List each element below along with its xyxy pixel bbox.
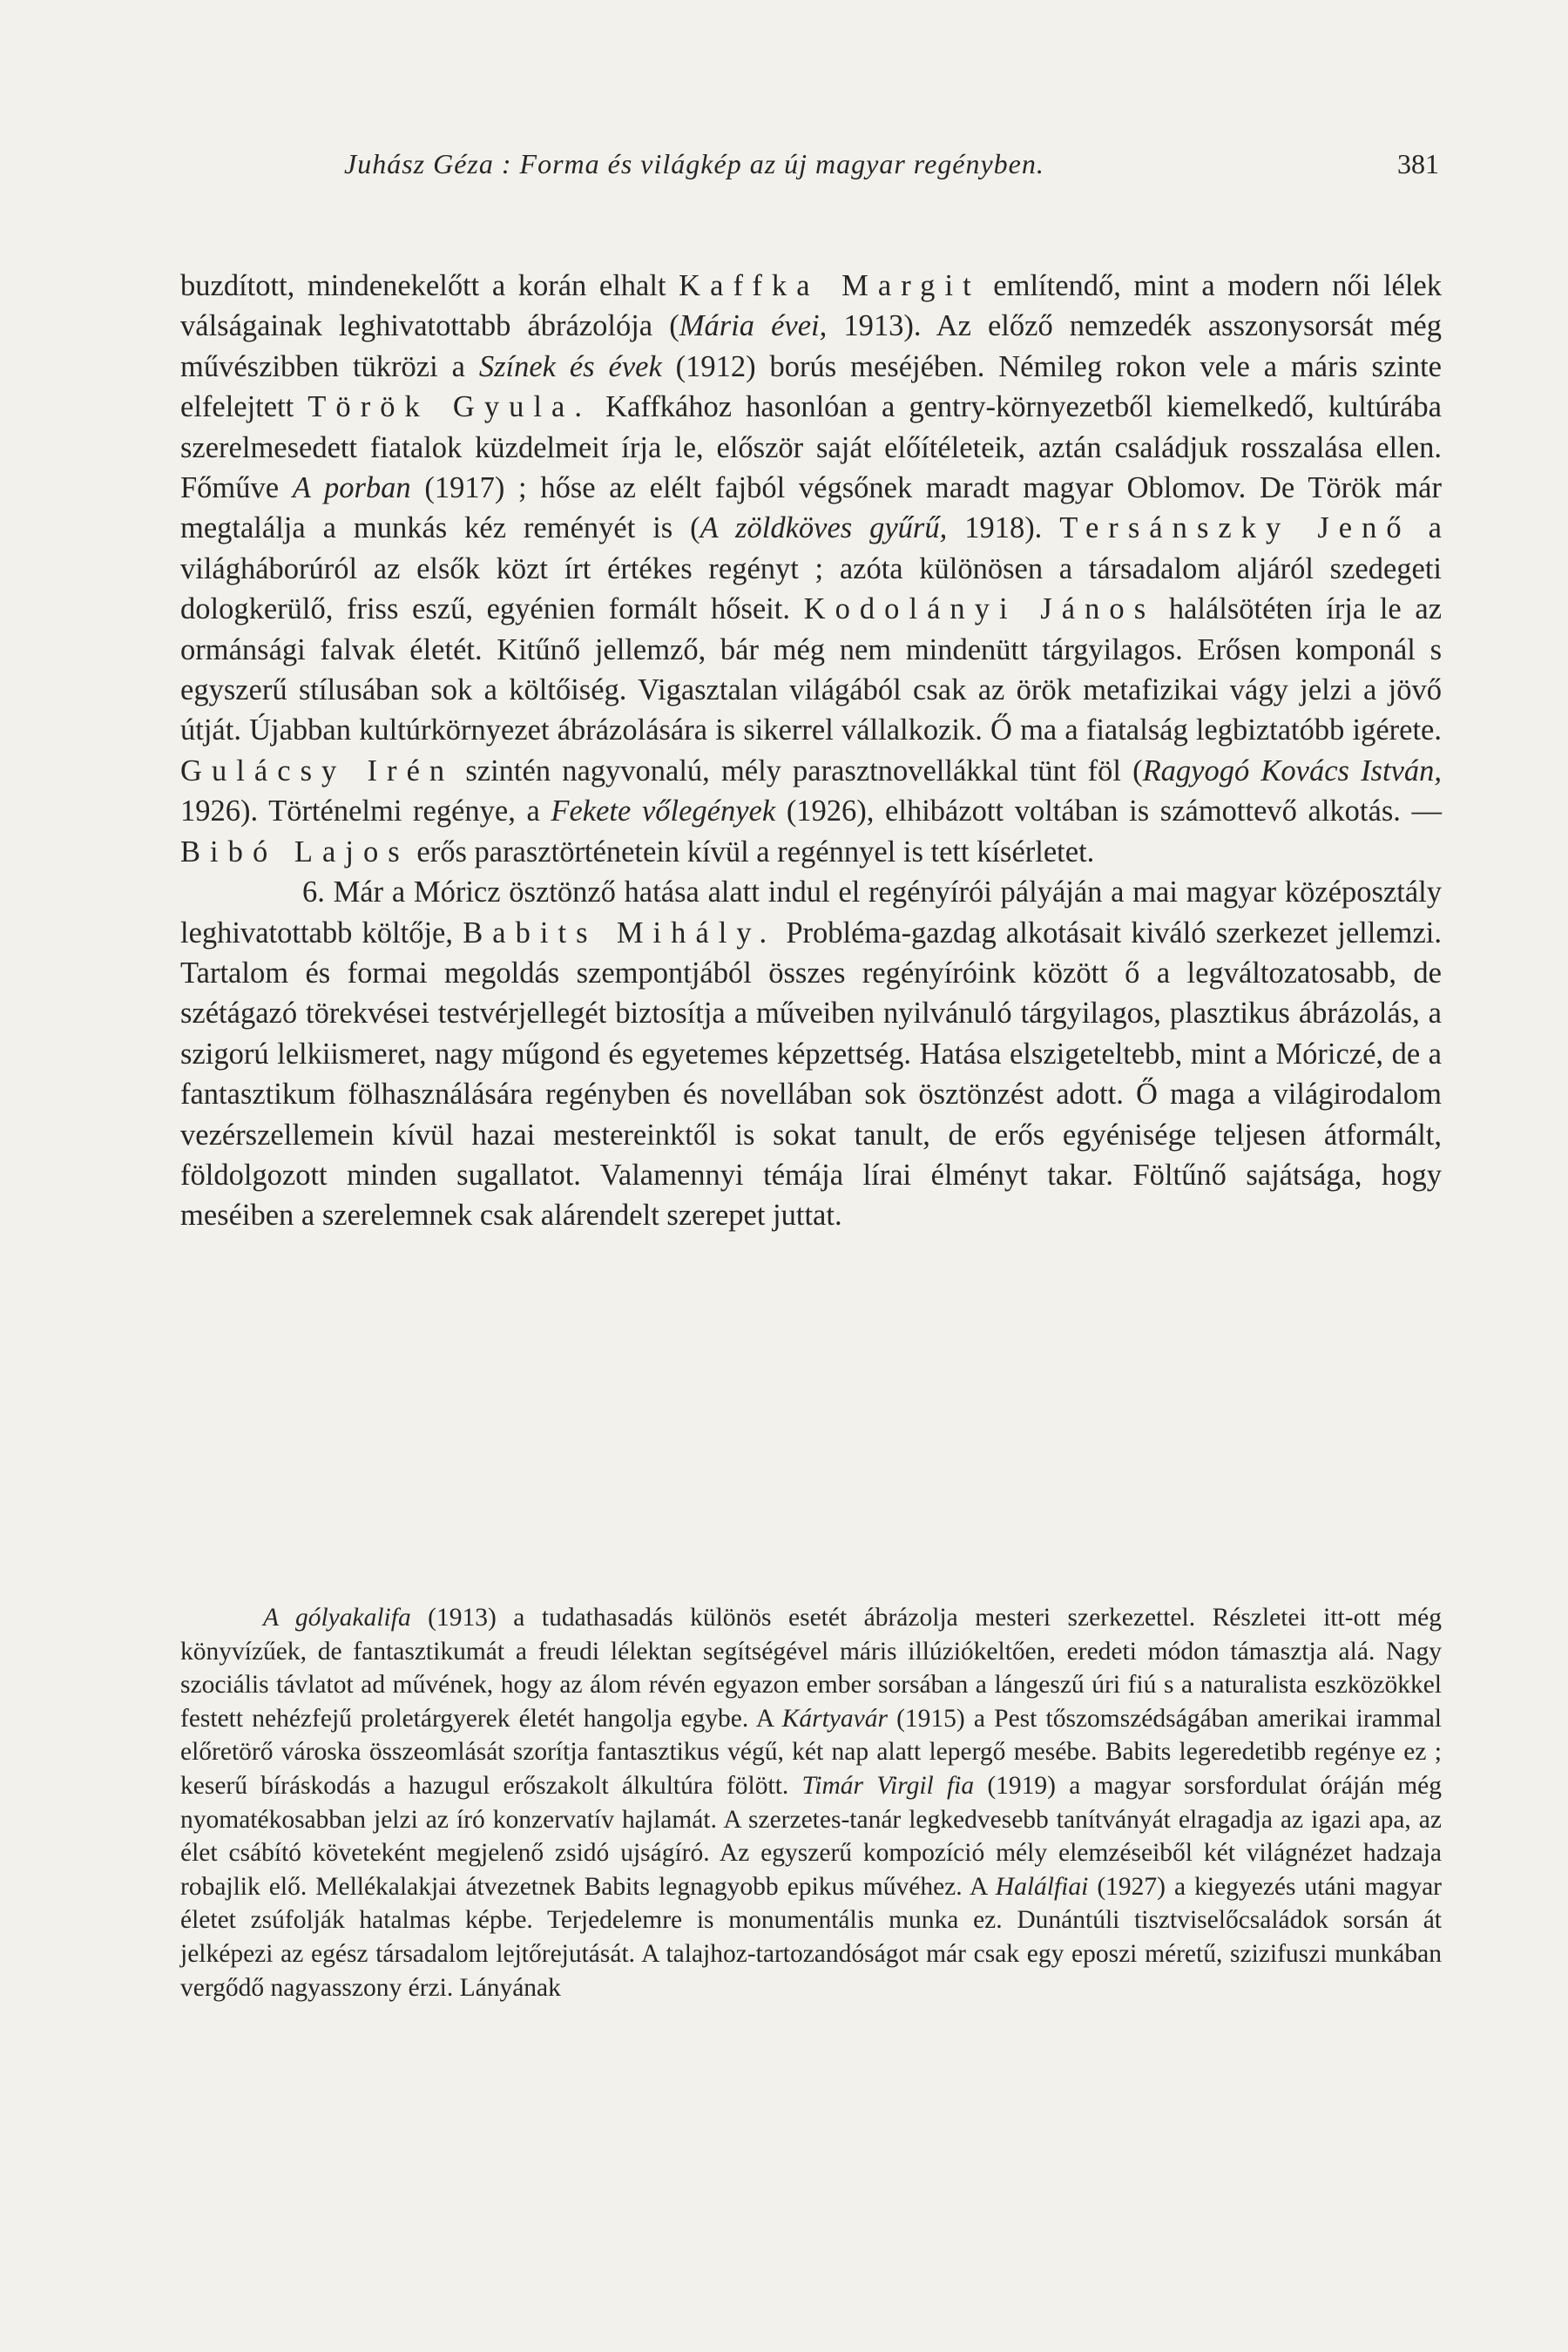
work-title: Fekete vőlegények xyxy=(551,794,776,828)
text-run: (1917) ; hőse az elélt fajból végsőnek maradt magyar Oblomov. De Török már megtalálja a munkás kéz reményét is ( xyxy=(180,471,1442,545)
text-run: Kaffkához hasonlóan a gentry-környezetből kiemelkedő, kultúrába szerelmesedett fiatalok küzdelmeit írja le, először saját előítéleteik, aztán családjuk rosszalása ellen. Főműve xyxy=(180,390,1442,505)
author-name: Kodolányi János xyxy=(803,592,1156,626)
author-name: Török Gyula. xyxy=(308,390,592,424)
author-name: Tersánszky Jenő xyxy=(1059,511,1411,545)
text-run: (1912) borús meséjében. Némileg rokon vele a máris szinte elfelejtett xyxy=(180,349,1442,424)
work-title: Mária évei, xyxy=(679,309,828,343)
work-title: Ragyogó Kovács István, xyxy=(1142,754,1443,787)
text-run: halálsötéten írja le az ormánsági falvak életét. Kitűnő jellemző, bár még nem mindenütt tárgyilagos. Erősen komponál s egyszerű stílusában sok a költőiség. Vigasztalan világából csak az örök metafizikai vágy jelzi a jövő útját. Újabban kultúrkörnyezet ábrázolására is sikerrel vállalkozik. Ő ma a fiatalság legbiztatóbb igérete. xyxy=(180,592,1443,747)
text-run: Probléma-gazdag alkotásait kiváló szerkezet jellemzi. Tartalom és formai megoldás szempontjából összes regényíróink között ő a legváltozatosabb, de szétágazó törekvései testvérjellegét biztosítja a műveiben nyilvánuló tárgyilagos, plasztikus ábrázolás, a szigorú lelkiismeret, nagy műgond és egyetemes képzettség. Hatása elszigeteltebb, mint a Móriczé, de a fantasztikum fölhasználására regényben és novellában sok ösztönzést adott. Ő maga a világirodalom vezérszellemein kívül hazai mestereinktől is sokat tanult, de erős egyénisége teljesen átformált, földolgozott minden sugallatot. Valamennyi témája lírai élményt takar. Föltűnő sajátsága, hogy meséiben a szerelemnek csak alárendelt szerepet juttat. xyxy=(180,916,1442,1233)
text-run: (1927) a kiegyezés utáni magyar életet zsúfolják hatalmas képbe. Terjedelemre is monumentális munka ez. Dunántúli tisztviselőcsaládok sorsán át jelképezi az egész társadalom lejtőrejutását. A talajhoz-tartozandóságot már csak egy eposzi méretű, szizifuszi munkában vergődő nagyasszony érzi. Lányának xyxy=(180,1872,1442,2002)
note-text xyxy=(180,1601,1442,2004)
text-run: szintén nagyvonalú, mély parasztnovellákkal tünt föl ( xyxy=(454,754,1143,787)
work-title: A gólyakalifa xyxy=(263,1604,411,1632)
author-name: Bibó Lajos xyxy=(180,835,409,868)
text-run: erős parasztörténetein kívül a regénnyel is tett kísérletet. xyxy=(409,835,1095,868)
paragraph xyxy=(180,872,1442,1236)
text-run: buzdított, mindenekelőtt a korán elhalt xyxy=(180,269,679,302)
work-title: A porban xyxy=(292,471,411,505)
text-run: 1918). xyxy=(947,511,1060,545)
work-title: Színek és évek xyxy=(478,349,662,383)
work-title: Halálfiai xyxy=(995,1872,1089,1901)
running-title: Juhász Géza : Forma és világkép az új magyar regényben. xyxy=(344,148,1044,179)
author-name: Babits Mihály. xyxy=(463,916,777,950)
work-title: Timár Virgil fia xyxy=(801,1771,975,1800)
author-name: Gulácsy Irén xyxy=(180,754,455,787)
text-run: 6. Már a Móricz ösztönző hatása alatt indul el regényírói pályáján a mai magyar középosztály leghivatottabb költője, xyxy=(180,875,1442,950)
text-run: 1926). Történelmi regénye, a xyxy=(180,794,551,828)
work-title: Kártyavár xyxy=(781,1704,888,1733)
author-name: Kaffka Margit xyxy=(679,269,981,302)
text-run: a világháborúról az elsők közt írt értékes regényt ; azóta különösen a társadalom aljáról szedegeti dologkerülő, friss eszű, egyénien formált hőseit. xyxy=(180,511,1442,626)
note-paragraph xyxy=(180,1601,1442,2004)
text-run: (1919) a magyar sorsfordulat óráján még nyomatékosabban jelzi az író konzervatív hajlamát. A szerzetes-tanár legkedvesebb tanítványát elragadja az igazi apa, az élet csábító követeként megjelenő zsidó ujságíró. Az egyszerű kompozíció mély elemzéseiből két világnézet hadzaja robajlik elő. Mellékalakjai átvezetnek Babits legnagyobb epikus művéhez. A xyxy=(180,1771,1442,1901)
page-number: 381 xyxy=(1397,148,1439,179)
text-run: említendő, mint a modern női lélek válságainak leghivatottabb ábrázolója ( xyxy=(180,269,1442,343)
text-run: (1915) a Pest tőszomszédságában amerikai irammal előretörő városka összeomlását szorítja fantasztikus végű, két nap alatt lepergő mesébe. Babits legeredetibb regénye ez ; keserű bíráskodás a hazugul erőszakolt álkultúra fölött. xyxy=(180,1704,1442,1800)
work-title: A zöldköves gyűrű, xyxy=(700,511,948,545)
page-header xyxy=(344,148,1439,180)
paragraph xyxy=(180,266,1442,872)
text-run: (1913) a tudathasadás különös esetét ábrázolja mesteri szerkezettel. Részletei itt-ott még könyvízűek, de fantasztikumát a freudi lélektan segítségével máris illúziókeltően, eredeti módon támasztja alá. Nagy szociális távlatot ad művének, hogy az álom révén egyazon ember sorsában a lángeszű úri fiú s a naturalista eszközökkel festett nehézfejű proletárgyerek életét hangolja egybe. A xyxy=(180,1604,1442,1733)
text-run: (1926), elhibázott voltában is számottevő alkotás. — xyxy=(775,794,1443,828)
main-text xyxy=(180,266,1442,1236)
text-run: 1913). Az előző nemzedék asszonysorsát még művészibben tükrözi a xyxy=(180,309,1442,383)
